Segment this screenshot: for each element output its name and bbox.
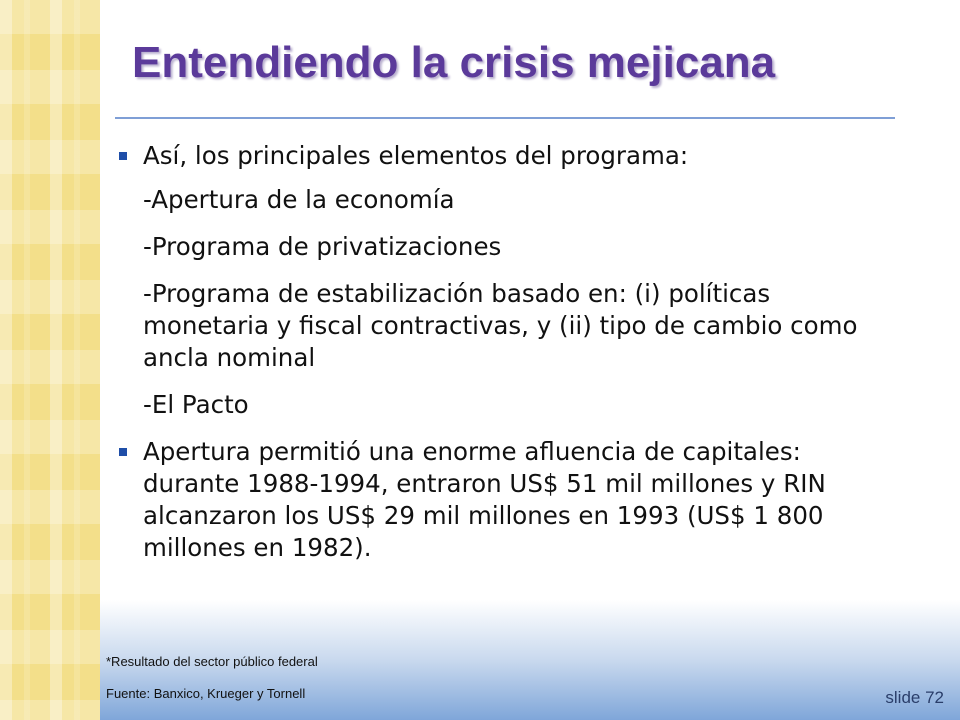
sub-item-apertura: -Apertura de la economía <box>143 185 455 214</box>
square-bullet-icon <box>119 152 127 160</box>
bullet-item <box>115 140 895 172</box>
bullet-text: Así, los principales elementos del programa: <box>143 141 689 170</box>
sub-item-estabilizacion: -Programa de estabilización basado en: (i) políticas monetaria y fiscal contractivas, y (ii) tipo de cambio como ancla nominal <box>143 279 858 372</box>
source-note: Fuente: Banxico, Krueger y Tornell <box>106 686 306 701</box>
sub-item-privatizaciones: -Programa de privatizaciones <box>143 232 502 261</box>
bullet-item <box>115 436 895 564</box>
bullet-text: Apertura permitió una enorme afluencia de capitales: durante 1988-1994, entraron US$ 51 mil millones y RIN alcanzaron los US$ 29 mil millones en 1993 (US$ 1 800 millones en 1982). <box>143 437 826 562</box>
slide-number: slide 72 <box>885 688 944 707</box>
sub-item-pacto: -El Pacto <box>143 390 249 419</box>
decorative-left-band <box>0 0 100 720</box>
slide-title: Entendiendo la crisis mejicana <box>132 38 776 87</box>
slide-body <box>115 140 895 576</box>
footnote: *Resultado del sector público federal <box>106 654 318 669</box>
square-bullet-icon <box>119 448 127 456</box>
title-divider <box>115 117 895 119</box>
